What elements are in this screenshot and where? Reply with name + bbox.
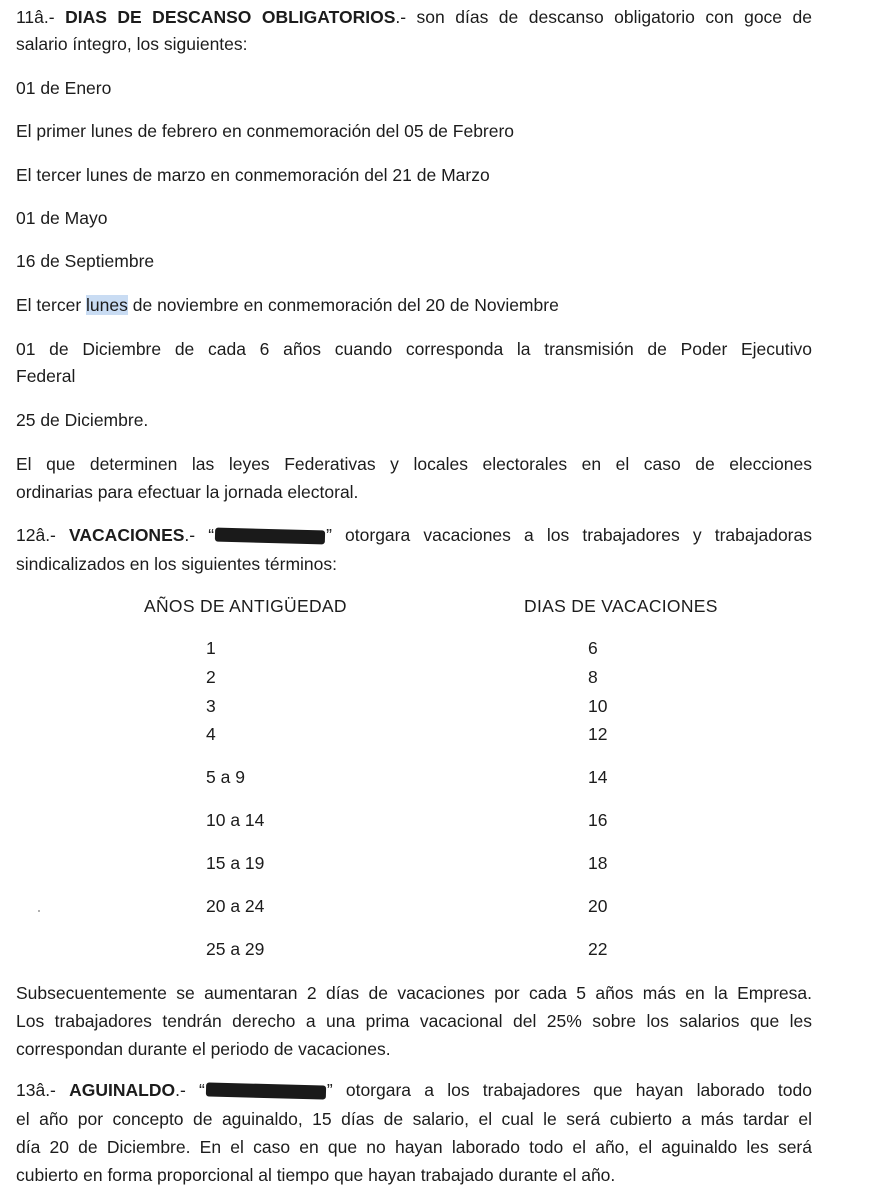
table-cell-years: 25 a 29 [206,939,265,959]
holiday-item-6-before: El tercer [16,295,87,315]
table-cell-days: 10 [588,696,608,716]
holiday-item-7-line2: Federal [16,366,76,386]
clause13-heading-line [16,1079,812,1101]
scan-speck [38,910,40,912]
holiday-item-7-line1: 01 de Diciembre de cada 6 años cuando corresponda la transmisión de Poder Ejecutivo [16,339,812,359]
redaction-mark [215,528,325,545]
clause11-title: DIAS DE DESCANSO OBLIGATORIOS [65,7,396,27]
clause13-number: 13â.- [16,1080,56,1100]
holiday-item-4: 01 de Mayo [16,208,108,228]
redaction-mark [206,1083,326,1100]
table-cell-days: 6 [588,638,598,658]
clause12-open-quote: .- “ [184,525,215,545]
table-cell-days: 22 [588,939,608,959]
table-cell-years: 20 a 24 [206,896,265,916]
table-cell-days: 8 [588,667,598,687]
clause13-title: AGUINALDO [69,1080,176,1100]
table-cell-days: 12 [588,724,608,744]
holiday-item-8: 25 de Diciembre. [16,410,149,430]
clause12-after-line2: Los trabajadores tendrán derecho a una prima vacacional del 25% sobre los salarios que les [16,1011,812,1031]
clause11-heading-line [16,6,812,28]
table-cell-days: 20 [588,896,608,916]
table-cell-years: 1 [206,638,216,658]
table-cell-years: 2 [206,667,216,687]
table-cell-days: 16 [588,810,608,830]
table-cell-years: 5 a 9 [206,767,245,787]
holiday-item-5: 16 de Septiembre [16,251,155,271]
clause11-number: 11â.- [16,7,55,27]
clause12-after-line3: correspondan durante el periodo de vacaciones. [16,1039,391,1059]
table-cell-years: 3 [206,696,216,716]
holiday-item-6 [16,294,559,316]
clause12-line1-rest: otorgara vacaciones a los trabajadores y trabajadoras [331,525,812,545]
holiday-item-1: 01 de Enero [16,78,112,98]
table-cell-days: 18 [588,853,608,873]
table-cell-years: 15 a 19 [206,853,265,873]
clause11-intro-line2: salario íntegro, los siguientes: [16,34,248,54]
holiday-item-2: El primer lunes de febrero en conmemoración del 05 de Febrero [16,121,515,141]
clause13-line2: el año por concepto de aguinaldo, 15 días de salario, el cual le será cubierto a más tardar el [16,1109,812,1129]
table-header-days: DIAS DE VACACIONES [524,596,718,616]
clause13-open-quote: .- “ [175,1080,205,1100]
holiday-item-3: El tercer lunes de marzo en conmemoración del 21 de Marzo [16,165,490,185]
clause13-line3: día 20 de Diciembre. En el caso en que no hayan laborado todo el año, el aguinaldo les será [16,1137,812,1157]
holiday-item-9-line1: El que determinen las leyes Federativas y locales electorales en el caso de elecciones [16,454,812,474]
table-header-years: AÑOS DE ANTIGÜEDAD [144,596,347,616]
clause11-intro-line1: .- son días de descanso obligatorio con goce de [395,7,812,27]
clause12-close-quote: ” [326,525,332,545]
selected-word-highlight[interactable]: lunes [86,295,128,315]
table-cell-years: 10 a 14 [206,810,265,830]
clause13-line4: cubierto en forma proporcional al tiempo que hayan trabajado durante el año. [16,1165,616,1185]
holiday-item-6-after: de noviembre en conmemoración del 20 de Noviembre [127,295,559,315]
clause12-title: VACACIONES [69,525,185,545]
clause12-number: 12â.- [16,525,56,545]
table-cell-days: 14 [588,767,608,787]
clause13-close-quote: ” [326,1080,333,1100]
clause12-heading-line [16,524,812,546]
clause13-line1-rest: otorgara a los trabajadores que hayan laborado todo [332,1080,812,1100]
holiday-item-9-line2: ordinarias para efectuar la jornada electoral. [16,482,359,502]
table-cell-years: 4 [206,724,216,744]
clause12-line2: sindicalizados en los siguientes términos: [16,554,337,574]
clause12-after-line1: Subsecuentemente se aumentaran 2 días de vacaciones por cada 5 años más en la Empresa. [16,983,812,1003]
